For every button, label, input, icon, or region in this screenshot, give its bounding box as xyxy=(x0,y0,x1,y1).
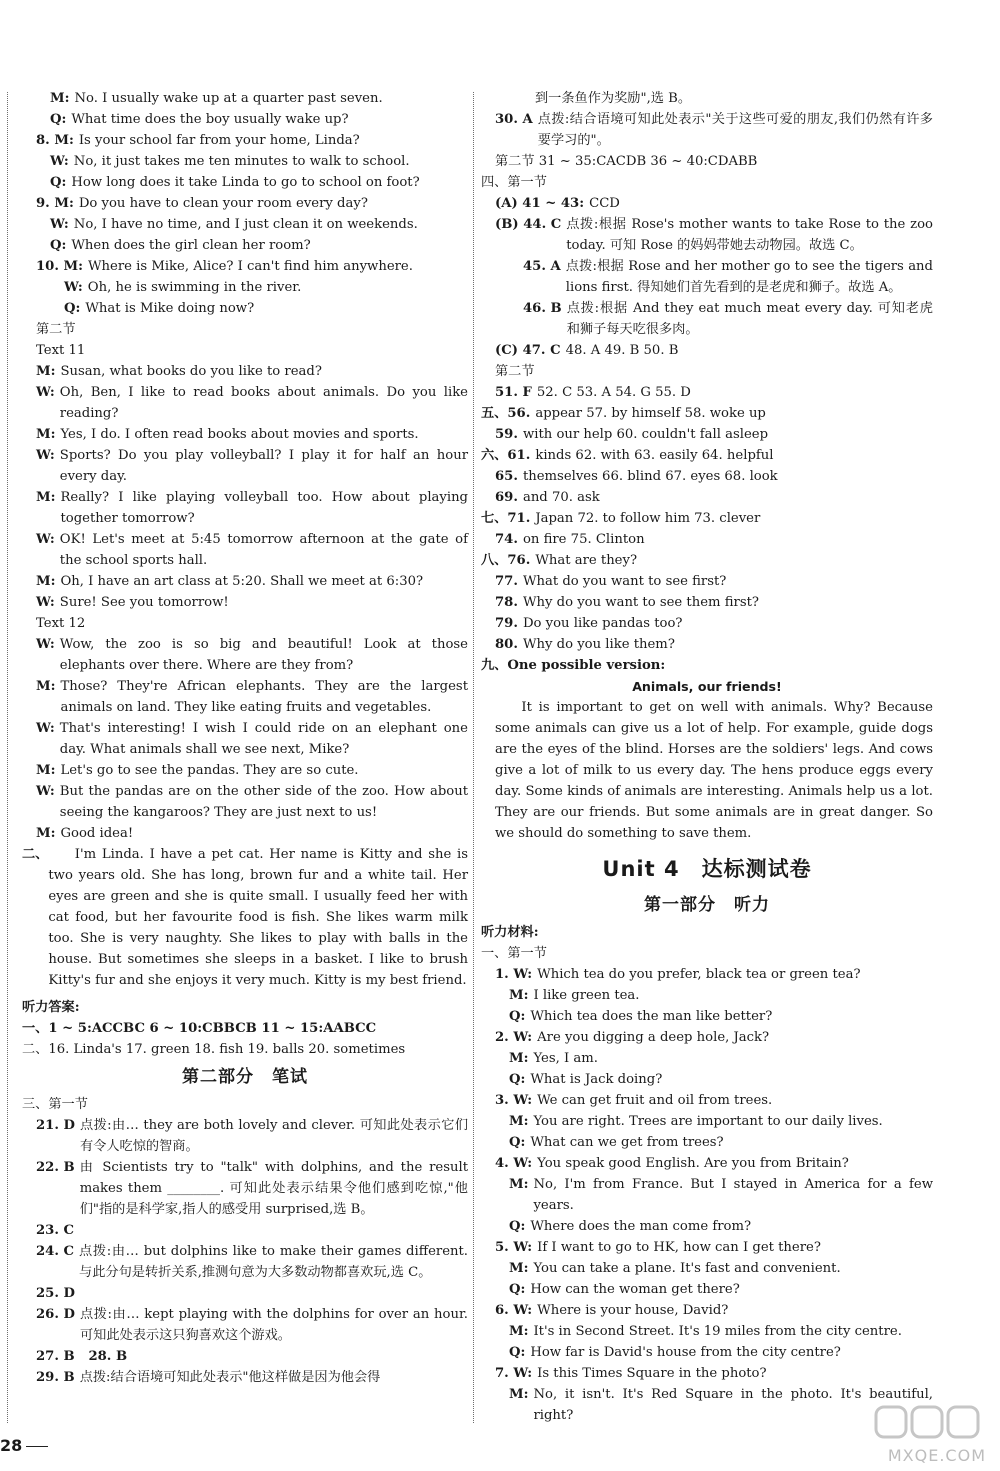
answer-row xyxy=(481,655,933,676)
dialogue-row xyxy=(22,445,468,487)
dialogue-label: Q: xyxy=(50,175,67,190)
dialogue-label: M: xyxy=(36,427,56,442)
dialogue-label: 10. M: xyxy=(36,259,83,274)
dialogue-label: M: xyxy=(509,1177,529,1192)
answer-text: on fire 75. Clinton xyxy=(522,532,645,547)
dialogue-label: Q: xyxy=(64,301,81,316)
listening-answers-title: 听力答案: xyxy=(22,1000,80,1015)
dialogue-text: It's in Second Street. It's 19 miles from the city centre. xyxy=(533,1324,902,1339)
answer-text: 点拨:由… but dolphins like to make their games different. 与此分句是转折关系,推测句意为大多数动物都喜欢玩,选 C。 xyxy=(79,1244,468,1280)
dialogue-row xyxy=(481,1132,933,1153)
dialogue-label: W: xyxy=(36,784,55,799)
dialogue-label: M: xyxy=(50,91,70,106)
dialogue-label: W: xyxy=(36,637,55,652)
dialogue-text: Are you digging a deep hole, Jack? xyxy=(537,1030,770,1045)
dialogue-row xyxy=(22,151,468,172)
listening-passage: I'm Linda. I have a pet cat. Her name is Kitty and she is two years old. She has long, brown fur and a white tail. Her eyes are green and she is quite small. I usually feed her with cat food, but her favourite food is fish. She likes warm milk too. She is very naughty. She likes to play with balls in the house. But sometimes she sleeps in a basket. I like to brush Kitty's fur and she enjoys it very much. Kitty is my best friend. xyxy=(48,847,468,988)
dialogue-text: What time does the boy usually wake up? xyxy=(71,112,349,127)
answer-label: 45. A xyxy=(523,259,561,274)
dialogue-text: Which tea do you prefer, black tea or green tea? xyxy=(537,967,861,982)
answer-label: 80. xyxy=(495,637,518,652)
answer-row xyxy=(481,571,933,592)
dialogue-label: Q: xyxy=(50,238,67,253)
dialogue-row xyxy=(22,235,468,256)
dialogue-text: Really? I like playing volleyball too. How about playing together tomorrow? xyxy=(60,490,468,526)
answer-label: 八、76. xyxy=(481,553,531,568)
answer-label: 九、One possible version: xyxy=(481,658,666,673)
dialogue-row xyxy=(481,1069,933,1090)
answer-text: 第二节 xyxy=(495,364,535,379)
answer-row xyxy=(481,256,933,298)
dialogue-label: 1. W: xyxy=(495,967,533,982)
answer-row xyxy=(22,1367,468,1388)
answer-row xyxy=(481,424,933,445)
answer-text: Why do you want to see them first? xyxy=(522,595,759,610)
dialogue-row xyxy=(22,193,468,214)
answer-row xyxy=(481,214,933,256)
dialogue-row xyxy=(22,130,468,151)
answer-label: 77. xyxy=(495,574,518,589)
dialogue-text: 一、第一节 xyxy=(481,946,547,961)
answer-row xyxy=(481,508,933,529)
dialogue-text: Is this Times Square in the photo? xyxy=(537,1366,767,1381)
answer-row xyxy=(22,1241,468,1283)
dialogue-text: How can the woman get there? xyxy=(530,1282,740,1297)
dialogue-text: Do you have to clean your room every day? xyxy=(78,196,368,211)
dialogue-label: W: xyxy=(36,595,55,610)
dialogue-label: W: xyxy=(50,154,69,169)
answer-text: 点拨:根据 Rose and her mother go to see the tigers and lions first. 得知她们首先看到的是老虎和狮子。故选 A。 xyxy=(565,259,933,295)
dialogue-text: Susan, what books do you like to read? xyxy=(60,364,322,379)
dialogue-label: Q: xyxy=(50,112,67,127)
dialogue-label: M: xyxy=(509,988,529,1003)
answer-row xyxy=(481,109,933,151)
written-answers-list xyxy=(22,1094,468,1388)
listening-material-list xyxy=(481,943,933,1426)
dialogue-text: Yes, I do. I often read books about movies and sports. xyxy=(60,427,419,442)
watermark-text: MXQE.COM xyxy=(887,1446,986,1465)
dialogue-label: Q: xyxy=(509,1282,526,1297)
answer-text: 三、第一节 xyxy=(22,1097,88,1112)
dialogue-row xyxy=(22,781,468,823)
dialogue-text: You are right. Trees are important to our daily lives. xyxy=(533,1114,883,1129)
answer-row xyxy=(481,487,933,508)
answer-text: 四、第一节 xyxy=(481,175,547,190)
answer-label: (B) 44. C xyxy=(495,217,562,232)
dialogue-row xyxy=(481,1237,933,1258)
dialogue-label: W: xyxy=(36,448,55,463)
dialogue-text: No, it just takes me ten minutes to walk to school. xyxy=(73,154,410,169)
dialogue-row xyxy=(481,1048,933,1069)
dialogue-label: Q: xyxy=(509,1135,526,1150)
dialogue-row xyxy=(481,964,933,985)
dialogue-row xyxy=(481,1006,933,1027)
dialogue-row xyxy=(481,1279,933,1300)
dialogue-text: No, I have no time, and I just clean it on weekends. xyxy=(73,217,418,232)
dialogue-text: How far is David's house from the city centre? xyxy=(530,1345,841,1360)
answer-text: 点拨:根据 Rose's mother wants to take Rose to the zoo today. 可知 Rose 的妈妈带她去动物园。故选 C。 xyxy=(566,217,933,253)
answer-row xyxy=(481,88,933,109)
answer-row xyxy=(481,151,933,172)
answer-row xyxy=(481,298,933,340)
dialogue-text: No. I usually wake up at a quarter past seven. xyxy=(74,91,383,106)
dialogue-row xyxy=(22,214,468,235)
answer-label: 23. C xyxy=(36,1223,75,1238)
right-column xyxy=(481,88,933,1426)
dialogue-text: Where does the man come from? xyxy=(530,1219,752,1234)
left-dialogue-list xyxy=(22,88,468,844)
dialogue-row xyxy=(22,823,468,844)
answer-row xyxy=(481,550,933,571)
dialogue-label: 2. W: xyxy=(495,1030,533,1045)
answer-label: 27. B 28. B xyxy=(36,1349,128,1364)
answer-label: 24. C xyxy=(36,1244,75,1259)
dialogue-row xyxy=(481,1111,933,1132)
dialogue-text: Good idea! xyxy=(60,826,134,841)
dialogue-text: Let's go to see the pandas. They are so cute. xyxy=(60,763,359,778)
dialogue-label: 4. W: xyxy=(495,1156,533,1171)
dialogue-label: M: xyxy=(36,826,56,841)
answer-text: themselves 66. blind 67. eyes 68. look xyxy=(522,469,778,484)
unit-title: Unit 4 达标测试卷 xyxy=(602,857,812,881)
answer-row xyxy=(22,1157,468,1220)
answer-label: 25. D xyxy=(36,1286,75,1301)
dialogue-label: M: xyxy=(509,1051,529,1066)
dialogue-label: 5. W: xyxy=(495,1240,533,1255)
dialogue-label: 9. M: xyxy=(36,196,74,211)
answer-text: What do you want to see first? xyxy=(522,574,727,589)
materials-title: 听力材料: xyxy=(481,925,539,940)
answer-label: (A) 41 ~ 43: xyxy=(495,196,585,211)
listening-answers-line-2: 二、16. Linda's 17. green 18. fish 19. balls 20. sometimes xyxy=(22,1042,406,1057)
dialogue-text: Those? They're African elephants. They are the largest animals on land. They like eating fruits and vegetables. xyxy=(60,679,468,715)
dialogue-row xyxy=(481,1363,933,1384)
passage-label: 二、 xyxy=(22,847,49,862)
answer-row xyxy=(22,1304,468,1346)
dialogue-row xyxy=(22,529,468,571)
answer-label: 21. D xyxy=(36,1118,75,1133)
dialogue-label: M: xyxy=(36,763,56,778)
answer-label: 69. xyxy=(495,490,518,505)
dialogue-text: What can we get from trees? xyxy=(530,1135,724,1150)
dialogue-row xyxy=(22,487,468,529)
answer-row xyxy=(22,1346,468,1367)
dialogue-text: If I want to go to HK, how can I get there? xyxy=(537,1240,821,1255)
dialogue-label: M: xyxy=(36,490,56,505)
part2-heading: 第二部分 笔试 xyxy=(182,1067,308,1087)
dialogue-text: You can take a plane. It's fast and convenient. xyxy=(533,1261,841,1276)
dialogue-text: Sports? Do you play volleyball? I play it for half an hour every day. xyxy=(59,448,468,484)
dialogue-text: Text 12 xyxy=(36,616,86,631)
dialogue-label: M: xyxy=(36,574,56,589)
dialogue-row xyxy=(22,256,468,277)
dialogue-text: Yes, I am. xyxy=(533,1051,598,1066)
answer-row xyxy=(481,529,933,550)
answer-text: 点拨:结合语境可知此处表示"关于这些可爱的朋友,我们仍然有许多要学习的"。 xyxy=(537,112,933,148)
answer-text: Why do you like them? xyxy=(522,637,675,652)
answer-row xyxy=(481,193,933,214)
answer-text: 第二节 31 ~ 35:CACDB 36 ~ 40:CDABB xyxy=(495,154,758,169)
answer-label: 65. xyxy=(495,469,518,484)
dialogue-text: That's interesting! I wish I could ride on an elephant one day. What animals shall we see next, Mike? xyxy=(59,721,468,757)
answer-text: 到一条鱼作为奖励",选 B。 xyxy=(535,91,692,106)
answer-text: kinds 62. with 63. easily 64. helpful xyxy=(535,448,774,463)
answer-text: appear 57. by himself 58. woke up xyxy=(535,406,766,421)
dialogue-row xyxy=(22,424,468,445)
dialogue-row xyxy=(22,172,468,193)
dialogue-text: Is your school far from your home, Linda? xyxy=(78,133,360,148)
answer-text: 由 Scientists try to "talk" with dolphins, and the result makes them ________. 可知此处表示结果令他们感到吃惊,"他们"指的是科学家,指人的感受用 surprised,选 B。 xyxy=(79,1160,468,1217)
dialogue-text: Oh, he is swimming in the river. xyxy=(87,280,302,295)
dialogue-label: W: xyxy=(64,280,83,295)
dialogue-row xyxy=(481,1174,933,1216)
dialogue-row xyxy=(22,571,468,592)
dialogue-row xyxy=(22,319,468,340)
answer-row xyxy=(481,592,933,613)
dialogue-text: Text 11 xyxy=(36,343,86,358)
passage-row xyxy=(22,844,468,991)
dialogue-label: M: xyxy=(509,1261,529,1276)
dialogue-row xyxy=(22,592,468,613)
answer-row xyxy=(22,1094,468,1115)
dialogue-label: 8. M: xyxy=(36,133,74,148)
answer-text: 点拨:结合语境可知此处表示"他这样做是因为他会得 xyxy=(79,1370,381,1385)
essay-title: Animals, our friends! xyxy=(632,679,782,694)
answer-label: (C) 47. C xyxy=(495,343,561,358)
answer-text: What are they? xyxy=(535,553,638,568)
dialogue-text: You speak good English. Are you from Britain? xyxy=(537,1156,849,1171)
dialogue-text: 第二节 xyxy=(36,322,76,337)
dialogue-row xyxy=(22,340,468,361)
dialogue-row xyxy=(22,760,468,781)
watermark-logo xyxy=(836,1403,986,1465)
dialogue-label: W: xyxy=(36,385,55,400)
dialogue-row xyxy=(22,277,468,298)
dialogue-text: Sure! See you tomorrow! xyxy=(59,595,229,610)
dialogue-label: W: xyxy=(36,532,55,547)
answer-text: 52. C 53. A 54. G 55. D xyxy=(536,385,691,400)
dialogue-row xyxy=(22,613,468,634)
listening-answers-line-1: 一、1 ~ 5:ACCBC 6 ~ 10:CBBCB 11 ~ 15:AABCC xyxy=(22,1021,377,1036)
answer-row xyxy=(481,466,933,487)
answer-label: 79. xyxy=(495,616,518,631)
dialogue-row xyxy=(22,109,468,130)
dialogue-row xyxy=(481,1027,933,1048)
dialogue-row xyxy=(481,1342,933,1363)
dialogue-label: M: xyxy=(509,1324,529,1339)
answer-label: 六、61. xyxy=(481,448,531,463)
answer-row xyxy=(481,445,933,466)
left-margin-rule xyxy=(7,92,8,1423)
dialogue-row xyxy=(481,1321,933,1342)
answer-row xyxy=(22,1115,468,1157)
answer-text: 点拨:由… kept playing with the dolphins for over an hour. 可知此处表示这只狗喜欢这个游戏。 xyxy=(79,1307,468,1343)
dialogue-row xyxy=(22,718,468,760)
answer-label: 59. xyxy=(495,427,518,442)
dialogue-row xyxy=(481,1258,933,1279)
answer-label: 30. A xyxy=(495,112,533,127)
dialogue-text: But the pandas are on the other side of the zoo. How about seeing the kangaroos? They are just next to us! xyxy=(59,784,468,820)
dialogue-label: 7. W: xyxy=(495,1366,533,1381)
answer-label: 78. xyxy=(495,595,518,610)
part1-heading: 第一部分 听力 xyxy=(644,895,770,915)
essay-body: It is important to get on well with animals. Why? Because some animals can give us a lot of help. For example, guide dogs are the eyes of the blind. Horses are the soldiers' legs. And cows give a lot of milk to us every day. The hens produce eggs every day. Some kinds of animals are interesting. Animals help us a lot. They are our friends. But some animals are in great danger. So we should do something to save them. xyxy=(495,700,933,841)
dialogue-label: M: xyxy=(509,1114,529,1129)
right-answers-list xyxy=(481,88,933,676)
answer-label: 22. B xyxy=(36,1160,75,1175)
dialogue-row xyxy=(22,298,468,319)
answer-row xyxy=(481,613,933,634)
answer-label: 26. D xyxy=(36,1307,75,1322)
dialogue-row xyxy=(22,382,468,424)
answer-label: 74. xyxy=(495,532,518,547)
answer-row xyxy=(481,403,933,424)
dialogue-row xyxy=(481,1300,933,1321)
answer-text: with our help 60. couldn't fall asleep xyxy=(522,427,769,442)
column-divider xyxy=(473,92,474,1423)
dialogue-row xyxy=(481,943,933,964)
dialogue-row xyxy=(481,1090,933,1111)
answer-label: 五、56. xyxy=(481,406,531,421)
answer-label: 46. B xyxy=(523,301,562,316)
dialogue-row xyxy=(22,88,468,109)
dialogue-label: Q: xyxy=(509,1009,526,1024)
answer-row xyxy=(22,1220,468,1241)
dialogue-label: M: xyxy=(509,1387,529,1402)
dialogue-text: What is Mike doing now? xyxy=(85,301,255,316)
dialogue-row xyxy=(22,361,468,382)
dialogue-text: No, it isn't. It's Red Square in the photo. It's beautiful, right? xyxy=(533,1387,933,1423)
answer-row xyxy=(22,1283,468,1304)
dialogue-text: Where is your house, David? xyxy=(537,1303,729,1318)
dialogue-row xyxy=(481,1153,933,1174)
answer-label: 29. B xyxy=(36,1370,75,1385)
dialogue-text: Which tea does the man like better? xyxy=(530,1009,773,1024)
dialogue-label: Q: xyxy=(509,1345,526,1360)
dialogue-text: Wow, the zoo is so big and beautiful! Look at those elephants over there. Where are they from? xyxy=(59,637,468,673)
left-column xyxy=(22,88,468,1388)
answer-text: 48. A 49. B 50. B xyxy=(565,343,679,358)
dialogue-text: We can get fruit and oil from trees. xyxy=(537,1093,773,1108)
watermark-badge-icon xyxy=(836,1403,986,1443)
answer-text: Do you like pandas too? xyxy=(522,616,683,631)
dialogue-row xyxy=(481,1216,933,1237)
dialogue-row xyxy=(22,634,468,676)
answer-text: CCD xyxy=(589,196,620,211)
dialogue-row xyxy=(481,985,933,1006)
dialogue-label: W: xyxy=(50,217,69,232)
dialogue-label: Q: xyxy=(509,1219,526,1234)
answer-row xyxy=(481,382,933,403)
dialogue-label: 3. W: xyxy=(495,1093,533,1108)
dialogue-text: Oh, Ben, I like to read books about animals. Do you like reading? xyxy=(59,385,468,421)
dialogue-label: M: xyxy=(36,679,56,694)
dialogue-text: How long does it take Linda to go to school on foot? xyxy=(71,175,420,190)
dialogue-text: No, I'm from France. But I stayed in America for a few years. xyxy=(533,1177,933,1213)
dialogue-text: When does the girl clean her room? xyxy=(71,238,311,253)
answer-text: Japan 72. to follow him 73. clever xyxy=(535,511,761,526)
dialogue-text: OK! Let's meet at 5:45 tomorrow afternoon at the gate of the school sports hall. xyxy=(59,532,468,568)
answer-label: 七、71. xyxy=(481,511,531,526)
answer-row xyxy=(481,634,933,655)
dialogue-label: W: xyxy=(36,721,55,736)
dialogue-text: Where is Mike, Alice? I can't find him anywhere. xyxy=(88,259,413,274)
answer-row xyxy=(481,172,933,193)
answer-row xyxy=(481,340,933,361)
dialogue-text: Oh, I have an art class at 5:20. Shall we meet at 6:30? xyxy=(60,574,424,589)
dialogue-row xyxy=(22,676,468,718)
dialogue-label: Q: xyxy=(509,1072,526,1087)
answer-text: and 70. ask xyxy=(522,490,600,505)
answer-label: 51. F xyxy=(495,385,532,400)
answer-text: 点拨:根据 And they eat much meat every day. 可知老虎和狮子每天吃很多肉。 xyxy=(566,301,933,337)
page-number: 28 xyxy=(0,1436,48,1455)
answer-row xyxy=(481,361,933,382)
dialogue-label: M: xyxy=(36,364,56,379)
dialogue-text: What is Jack doing? xyxy=(530,1072,663,1087)
dialogue-text: I like green tea. xyxy=(533,988,640,1003)
answer-text: 点拨:由… they are both lovely and clever. 可知此处表示它们有令人吃惊的智商。 xyxy=(79,1118,468,1154)
dialogue-label: 6. W: xyxy=(495,1303,533,1318)
